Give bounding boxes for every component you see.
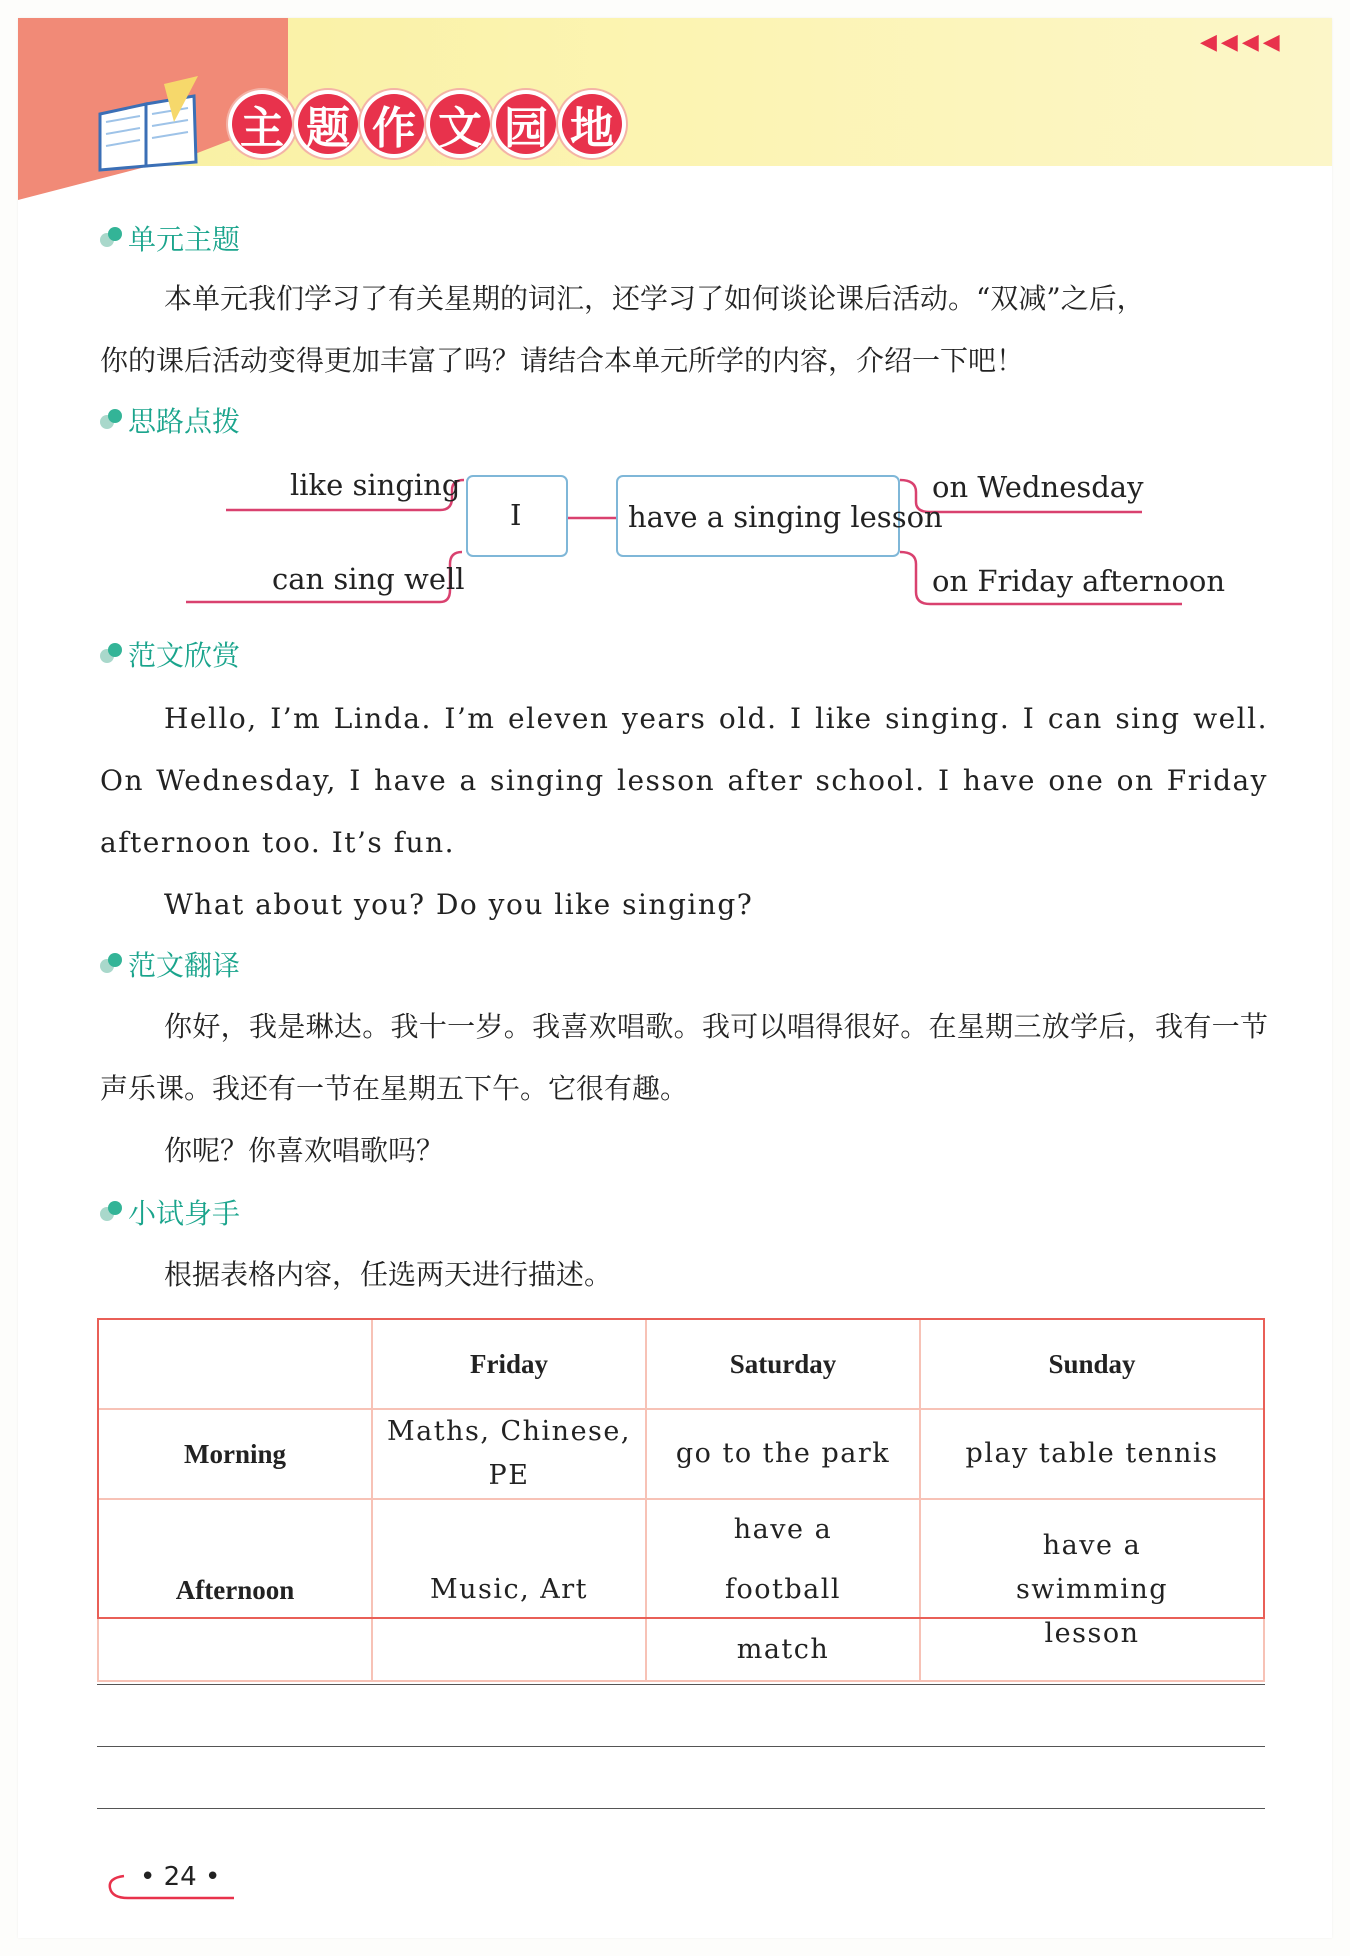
page-number: • 24 •	[140, 1862, 221, 1892]
table-cell: Music, Art	[372, 1499, 646, 1681]
schedule-table	[97, 1318, 1265, 1682]
table-cell: Maths, Chinese, PE	[372, 1409, 646, 1499]
title-char: 主	[232, 94, 292, 154]
table-cell: go to the park	[646, 1409, 920, 1499]
writing-line[interactable]	[97, 1684, 1265, 1685]
title-char: 园	[496, 94, 556, 154]
section-heading-label: 范文翻译	[128, 949, 241, 982]
section-heading-model	[100, 634, 240, 674]
table-row-label: Morning	[98, 1409, 372, 1499]
title-char: 地	[562, 94, 622, 154]
intro-line: 本单元我们学习了有关星期的词汇，还学习了如何谈论课后活动。“双减”之后，	[164, 282, 1145, 315]
table-header-cell: Saturday	[646, 1319, 920, 1409]
mind-map-on-friday-afternoon: on Friday afternoon	[932, 564, 1226, 598]
model-essay	[100, 688, 1268, 936]
translation-paragraph: 你呢？你喜欢唱歌吗？	[164, 1134, 445, 1167]
table-cell: have a swimming lesson	[920, 1499, 1264, 1681]
bullet-dot-icon	[100, 643, 122, 665]
table-header-row	[98, 1319, 1264, 1409]
translation-text	[100, 996, 1268, 1182]
section-heading-practice	[100, 1192, 240, 1232]
title-char: 作	[364, 94, 424, 154]
table-row	[98, 1499, 1264, 1681]
practice-instruction-text: 根据表格内容，任选两天进行描述。	[164, 1258, 613, 1291]
writing-line[interactable]	[97, 1746, 1265, 1747]
table-header-cell	[98, 1319, 372, 1409]
mind-map-middle: have a singing lesson	[628, 500, 943, 534]
intro-line: 你的课后活动变得更加丰富了吗？请结合本单元所学的内容，介绍一下吧！	[100, 344, 1025, 377]
section-heading-label: 小试身手	[128, 1197, 241, 1230]
section-heading-label: 思路点拨	[128, 405, 241, 438]
title-char: 题	[298, 94, 358, 154]
model-paragraph: Hello, I’m Linda. I’m eleven years old. I like singing. I can sing well. On Wednesday, I have a singing lesson after school. I have one on Friday afternoon too. It’s fun.	[100, 702, 1268, 859]
title-char: 文	[430, 94, 490, 154]
table-cell: play table tennis	[920, 1409, 1264, 1499]
section-heading-translation	[100, 944, 240, 984]
mind-map-like-singing: like singing	[290, 468, 461, 502]
table-header-cell: Sunday	[920, 1319, 1264, 1409]
table-header-cell: Friday	[372, 1319, 646, 1409]
section-heading-label: 范文欣赏	[128, 639, 241, 672]
section-heading-label: 单元主题	[128, 223, 241, 256]
arrows-icon: ◀◀◀◀	[1200, 30, 1284, 55]
table-row	[98, 1409, 1264, 1499]
mind-map-on-wednesday: on Wednesday	[932, 470, 1144, 504]
bullet-dot-icon	[100, 953, 122, 975]
bullet-dot-icon	[100, 1201, 122, 1223]
practice-instruction	[100, 1244, 1268, 1306]
mind-map-can-sing-well: can sing well	[272, 562, 465, 596]
model-paragraph: What about you? Do you like singing?	[164, 888, 754, 921]
table-row-label: Afternoon	[98, 1499, 372, 1681]
writing-line[interactable]	[97, 1808, 1265, 1809]
mind-map-lines	[0, 0, 1350, 640]
mind-map-center: I	[510, 498, 522, 532]
table-cell: have a football match	[646, 1499, 920, 1681]
translation-paragraph: 你好，我是琳达。我十一岁。我喜欢唱歌。我可以唱得很好。在星期三放学后，我有一节声乐课。我还有一节在星期五下午。它很有趣。	[100, 1010, 1268, 1105]
